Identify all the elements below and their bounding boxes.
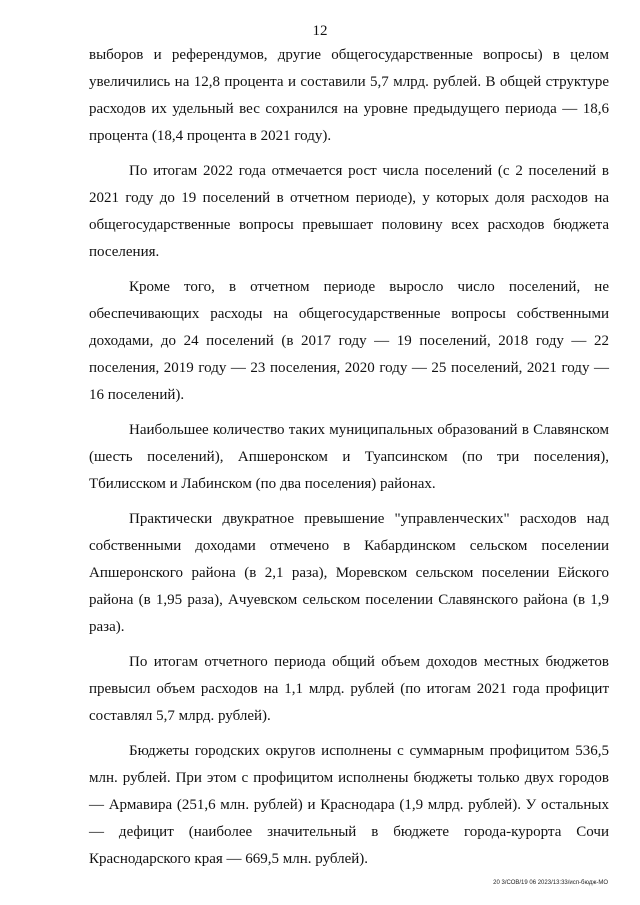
page-number: 12 (312, 23, 328, 39)
paragraph-4: Наибольшее количество таких муниципальных образований в Славянском (шесть поселений), Апшеронском и Туапсинском (по три поселения), Тбилисском и Лабинском (по два поселения) районах. (89, 422, 609, 492)
footer-stamp: 20 3/СОВ/19 06 2023/13:33/исп-бюдж-МО (493, 880, 608, 886)
paragraph-2: По итогам 2022 года отмечается рост числа поселений (с 2 поселений в 2021 году до 19 поселений в отчетном периоде), у которых доля расходов на общегосударственные вопросы превышает половину всех расходов бюджета поселения. (89, 163, 609, 260)
paragraph-1: выборов и референдумов, другие общегосударственные вопросы) в целом увеличились на 12,8 процента и составили 5,7 млрд. рублей. В общей структуре расходов их удельный вес сохранился на уровне предыдущего периода — 18,6 процента (18,4 процента в 2021 году). (89, 47, 609, 144)
paragraph-7: Бюджеты городских округов исполнены с суммарным профицитом 536,5 млн. рублей. При этом с профицитом исполнены бюджеты только двух городов — Армавира (251,6 млн. рублей) и Краснодара (1,9 млрд. рублей). У остальных — дефицит (наиболее значительный в бюджете города-курорта Сочи Краснодарского края — 669,5 млн. рублей). (89, 743, 609, 867)
paragraph-6: По итогам отчетного периода общий объем доходов местных бюджетов превысил объем расходов на 1,1 млрд. рублей (по итогам 2021 года профицит составлял 5,7 млрд. рублей). (89, 654, 609, 724)
paragraph-3: Кроме того, в отчетном периоде выросло число поселений, не обеспечивающих расходы на общегосударственные вопросы собственными доходами, до 24 поселений (в 2017 году — 19 поселений, 2018 году — 22 поселения, 2019 году — 23 поселения, 2020 году — 25 поселений, 2021 году — 16 поселений). (89, 279, 609, 403)
paragraph-5: Практически двукратное превышение "управленческих" расходов над собственными доходами отмечено в Кабардинском сельском поселении Апшеронского района (в 2,1 раза), Моревском сельском поселении Ейского района (в 1,95 раза), Ачуевском сельском поселении Славянского района (в 1,9 раза). (89, 511, 609, 635)
body-text (89, 42, 609, 873)
